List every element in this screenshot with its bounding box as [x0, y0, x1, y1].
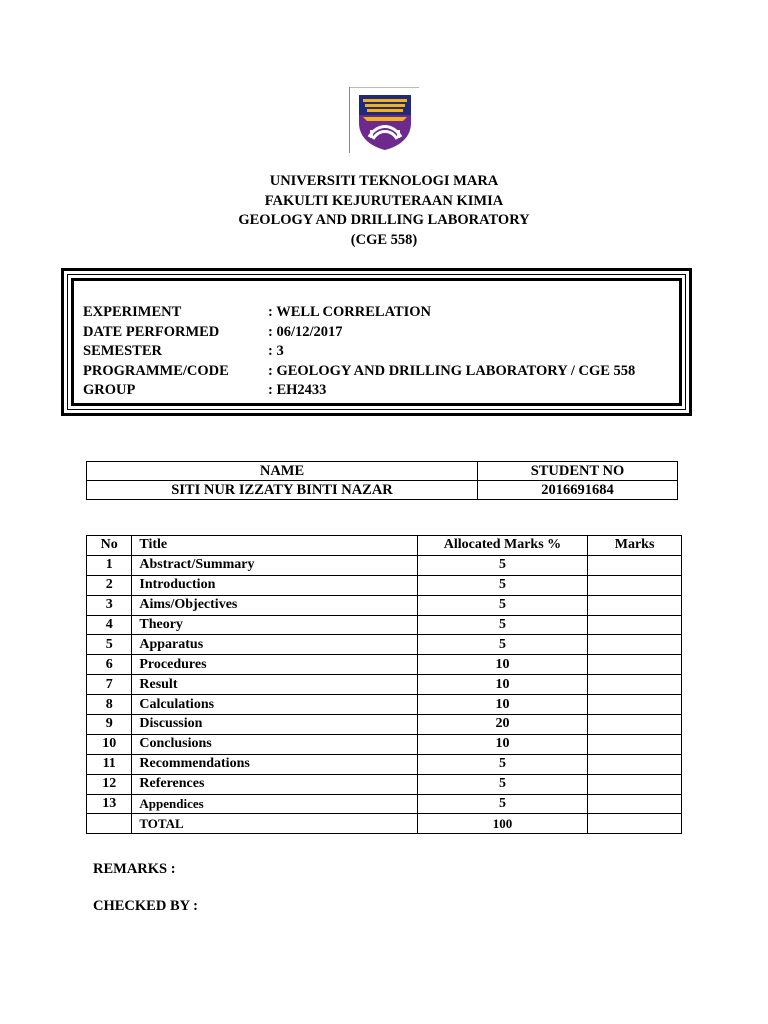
- row-allocated: 10: [417, 655, 587, 675]
- table-row: [87, 635, 682, 655]
- row-allocated: 5: [417, 774, 587, 794]
- row-marks: [588, 794, 682, 814]
- row-no: 9: [87, 715, 132, 735]
- total-row: [87, 814, 682, 834]
- row-allocated: 5: [417, 555, 587, 575]
- row-no: 7: [87, 675, 132, 695]
- table-row: [87, 774, 682, 794]
- row-title: Recommendations: [132, 754, 417, 774]
- row-no: 8: [87, 695, 132, 715]
- row-title: Theory: [132, 615, 417, 635]
- experiment-info-box: [61, 268, 692, 416]
- row-allocated: 5: [417, 575, 587, 595]
- row-no: 4: [87, 615, 132, 635]
- total-allocated: 100: [417, 814, 587, 834]
- total-marks: [588, 814, 682, 834]
- table-row: [87, 615, 682, 635]
- info-value: : WELL CORRELATION: [268, 304, 432, 320]
- info-label: SEMESTER: [83, 343, 162, 360]
- row-no: 5: [87, 635, 132, 655]
- table-row: [87, 595, 682, 615]
- row-marks: [588, 754, 682, 774]
- row-no: 2: [87, 575, 132, 595]
- row-title: Aims/Objectives: [132, 595, 417, 615]
- report-header: [0, 172, 768, 250]
- row-title: References: [132, 774, 417, 794]
- no-header: No: [87, 536, 132, 556]
- info-label: EXPERIMENT: [83, 304, 182, 320]
- marks-table: [86, 535, 682, 834]
- row-title: Apparatus: [132, 635, 417, 655]
- row-title: Result: [132, 675, 417, 695]
- row-marks: [588, 615, 682, 635]
- table-row: [87, 754, 682, 774]
- logo-frame-top: [349, 87, 419, 88]
- table-row: [87, 575, 682, 595]
- table-row: [87, 481, 678, 500]
- row-no: 13: [87, 794, 132, 814]
- table-header-row: [87, 536, 682, 556]
- university-crest-icon: [357, 93, 413, 151]
- course-code: (CGE 558): [350, 231, 418, 248]
- row-title: Discussion: [132, 715, 417, 735]
- info-row-date: [83, 323, 635, 343]
- info-row-semester: [83, 342, 635, 362]
- student-table: [86, 461, 678, 500]
- row-marks: [588, 774, 682, 794]
- info-value: : EH2433: [268, 382, 327, 399]
- row-marks: [588, 555, 682, 575]
- info-label: GROUP: [83, 382, 136, 399]
- row-title: Introduction: [132, 575, 417, 595]
- logo-frame-left: [349, 87, 350, 153]
- info-value: : 06/12/2017: [268, 323, 343, 340]
- total-label: TOTAL: [132, 814, 417, 834]
- row-allocated: 10: [417, 695, 587, 715]
- row-no: 6: [87, 655, 132, 675]
- row-allocated: 5: [417, 595, 587, 615]
- info-value: : GEOLOGY AND DRILLING LABORATORY / CGE 558: [268, 362, 636, 379]
- row-title: Conclusions: [132, 734, 417, 754]
- row-marks: [588, 655, 682, 675]
- row-title: Calculations: [132, 695, 417, 715]
- info-row-experiment: [83, 303, 635, 323]
- row-allocated: 10: [417, 734, 587, 754]
- university-name: UNIVERSITI TEKNOLOGI MARA: [269, 173, 499, 189]
- row-marks: [588, 575, 682, 595]
- info-row-programme: [83, 362, 635, 382]
- row-title: Procedures: [132, 655, 417, 675]
- checked-by-label: CHECKED BY :: [93, 898, 198, 914]
- row-allocated: 5: [417, 635, 587, 655]
- table-row: [87, 794, 682, 814]
- table-row: [87, 715, 682, 735]
- total-no: [87, 814, 132, 834]
- row-allocated: 5: [417, 754, 587, 774]
- table-header-row: [87, 462, 678, 481]
- marks-header: Marks: [588, 536, 682, 556]
- row-no: 3: [87, 595, 132, 615]
- row-marks: [588, 695, 682, 715]
- row-marks: [588, 675, 682, 695]
- student-no-header: STUDENT NO: [478, 462, 678, 481]
- student-no: 2016691684: [478, 481, 678, 500]
- row-marks: [588, 595, 682, 615]
- row-title: Abstract/Summary: [132, 555, 417, 575]
- row-no: 1: [87, 555, 132, 575]
- table-row: [87, 695, 682, 715]
- remarks-label: REMARKS :: [93, 861, 176, 877]
- row-allocated: 20: [417, 715, 587, 735]
- laboratory-name: GEOLOGY AND DRILLING LABORATORY: [238, 212, 530, 228]
- row-allocated: 5: [417, 794, 587, 814]
- row-allocated: 10: [417, 675, 587, 695]
- row-marks: [588, 734, 682, 754]
- row-allocated: 5: [417, 615, 587, 635]
- info-label: PROGRAMME/CODE: [83, 362, 229, 379]
- row-no: 10: [87, 734, 132, 754]
- row-no: 12: [87, 774, 132, 794]
- title-header: Title: [132, 536, 417, 556]
- info-label: DATE PERFORMED: [83, 323, 220, 340]
- table-row: [87, 675, 682, 695]
- row-marks: [588, 715, 682, 735]
- row-marks: [588, 635, 682, 655]
- faculty-name: FAKULTI KEJURUTERAAN KIMIA: [264, 192, 504, 209]
- info-value: : 3: [268, 343, 284, 360]
- table-row: [87, 655, 682, 675]
- table-row: [87, 734, 682, 754]
- name-header: NAME: [87, 462, 478, 481]
- student-name: SITI NUR IZZATY BINTI NAZAR: [87, 481, 478, 500]
- allocated-header: Allocated Marks %: [417, 536, 587, 556]
- table-row: [87, 555, 682, 575]
- row-no: 11: [87, 754, 132, 774]
- info-row-group: [83, 381, 635, 401]
- row-title: Appendices: [132, 794, 417, 814]
- uitm-logo: [349, 87, 419, 153]
